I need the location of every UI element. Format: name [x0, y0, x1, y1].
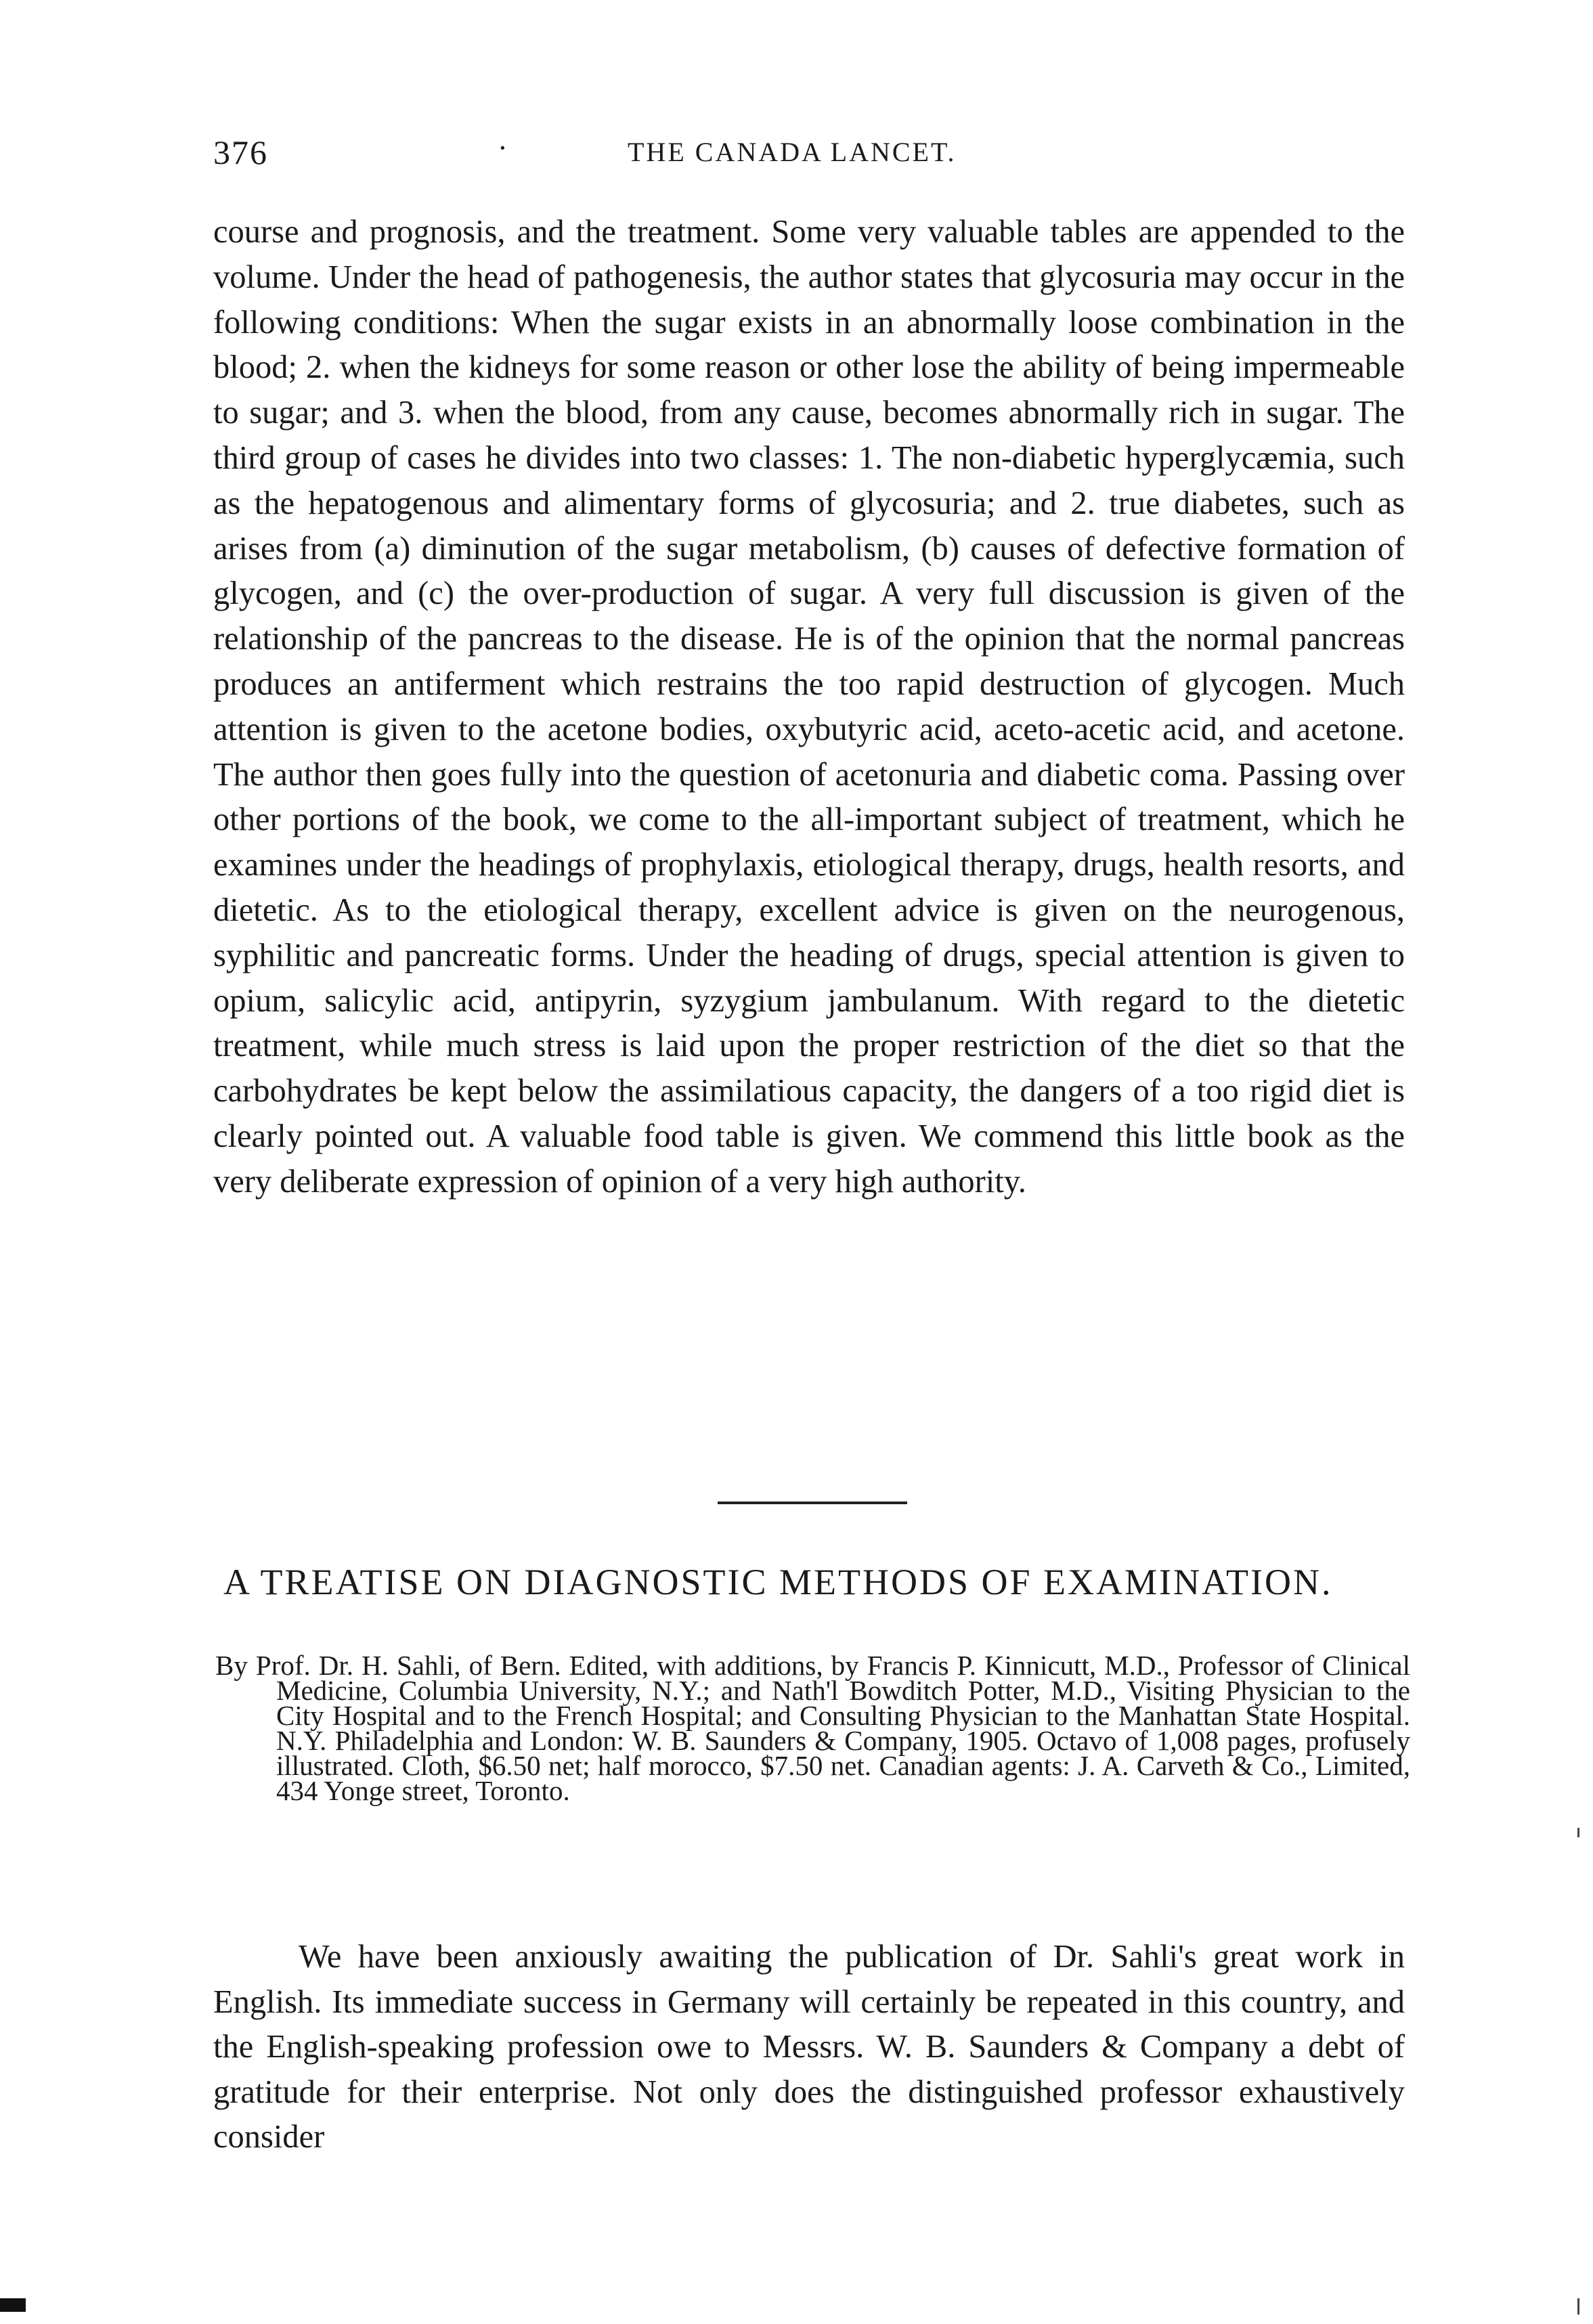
review-two-citation: By Prof. Dr. H. Sahli, of Bern. Edited, with additions, by Francis P. Kinnicutt, M.D., Professor of Clinical Medicine, Columbia University, N.Y.; and Nath'l Bowditch Potter, M.D., Visiting Physician to the City Hospital and to the French Hospital; and Consulting Physician to the Manhattan State Hospital. N.Y. Philadelphia and London: W. B. Saunders & Company, 1905. Octavo of 1,008 pages, profusely illustrated. Cloth, $6.50 net; half morocco, $7.50 net. Canadian agents: J. A. Carveth & Co., Limited, 434 Yonge street, Toronto.: [215, 1650, 1410, 1806]
review-one-paragraph: course and prognosis, and the treatment. Some very valuable tables are appended to the volume. Under the head of pathogenesis, the author states that glycosuria may occur in the following conditions: When the sugar exists in an abnormally loose combination in the blood; 2. when the kidneys for some reason or other lose the ability of being impermeable to sugar; and 3. when the blood, from any cause, becomes abnormally rich in sugar. The third group of cases he divides into two classes: 1. The non-diabetic hyperglycæmia, such as the hepatogenous and alimentary forms of glycosuria; and 2. true diabetes, such as arises from (a) diminution of the sugar metabolism, (b) causes of defective formation of glycogen, and (c) the over-production of sugar. A very full discussion is given of the relationship of the pancreas to the disease. He is of the opinion that the normal pancreas produces an antiferment which restrains the too rapid destruction of glycogen. Much attention is given to the acetone bodies, oxybutyric acid, aceto-acetic acid, and acetone. The author then goes fully into the question of acetonuria and diabetic coma. Passing over other portions of the book, we come to the all-important subject of treatment, which he examines under the headings of prophylaxis, etiological therapy, drugs, health resorts, and dietetic. As to the etiological therapy, excellent advice is given on the neurogenous, syphilitic and pancreatic forms. Under the heading of drugs, special attention is given to opium, salicylic acid, antipyrin, syzygium jambulanum. With regard to the dietetic treatment, while much stress is laid upon the proper restriction of the diet so that the carbohydrates be kept below the assimilatious capacity, the dangers of a too rigid diet is clearly pointed out. A valuable food table is given. We commend this little book as the very deliberate expression of opinion of a very high authority.: [213, 214, 1405, 1200]
review-two-body: [213, 1935, 1405, 2160]
review-two-paragraph: We have been anxiously awaiting the publication of Dr. Sahli's great work in English. Its immediate success in Germany will certainly be repeated in this country, and the English-speaking profession owe to Messrs. W. B. Saunders & Company a debt of gratitude for their enterprise. Not only does the distinguished professor exhaustively consider: [213, 1939, 1405, 2155]
page-number: 376: [213, 133, 268, 171]
scan-margin-tick: [1577, 1828, 1579, 1837]
scan-margin-tick: [1577, 2298, 1579, 2315]
running-head: [213, 132, 1425, 173]
journal-title: THE CANADA LANCET.: [628, 137, 957, 167]
scan-margin-mark: [0, 2298, 26, 2312]
review-one-body: [213, 210, 1405, 1205]
review-two-heading: A TREATISE ON DIAGNOSTIC METHODS OF EXAMINATION.: [223, 1562, 1333, 1602]
header-separator: ·: [498, 131, 508, 165]
section-divider: [718, 1501, 907, 1504]
